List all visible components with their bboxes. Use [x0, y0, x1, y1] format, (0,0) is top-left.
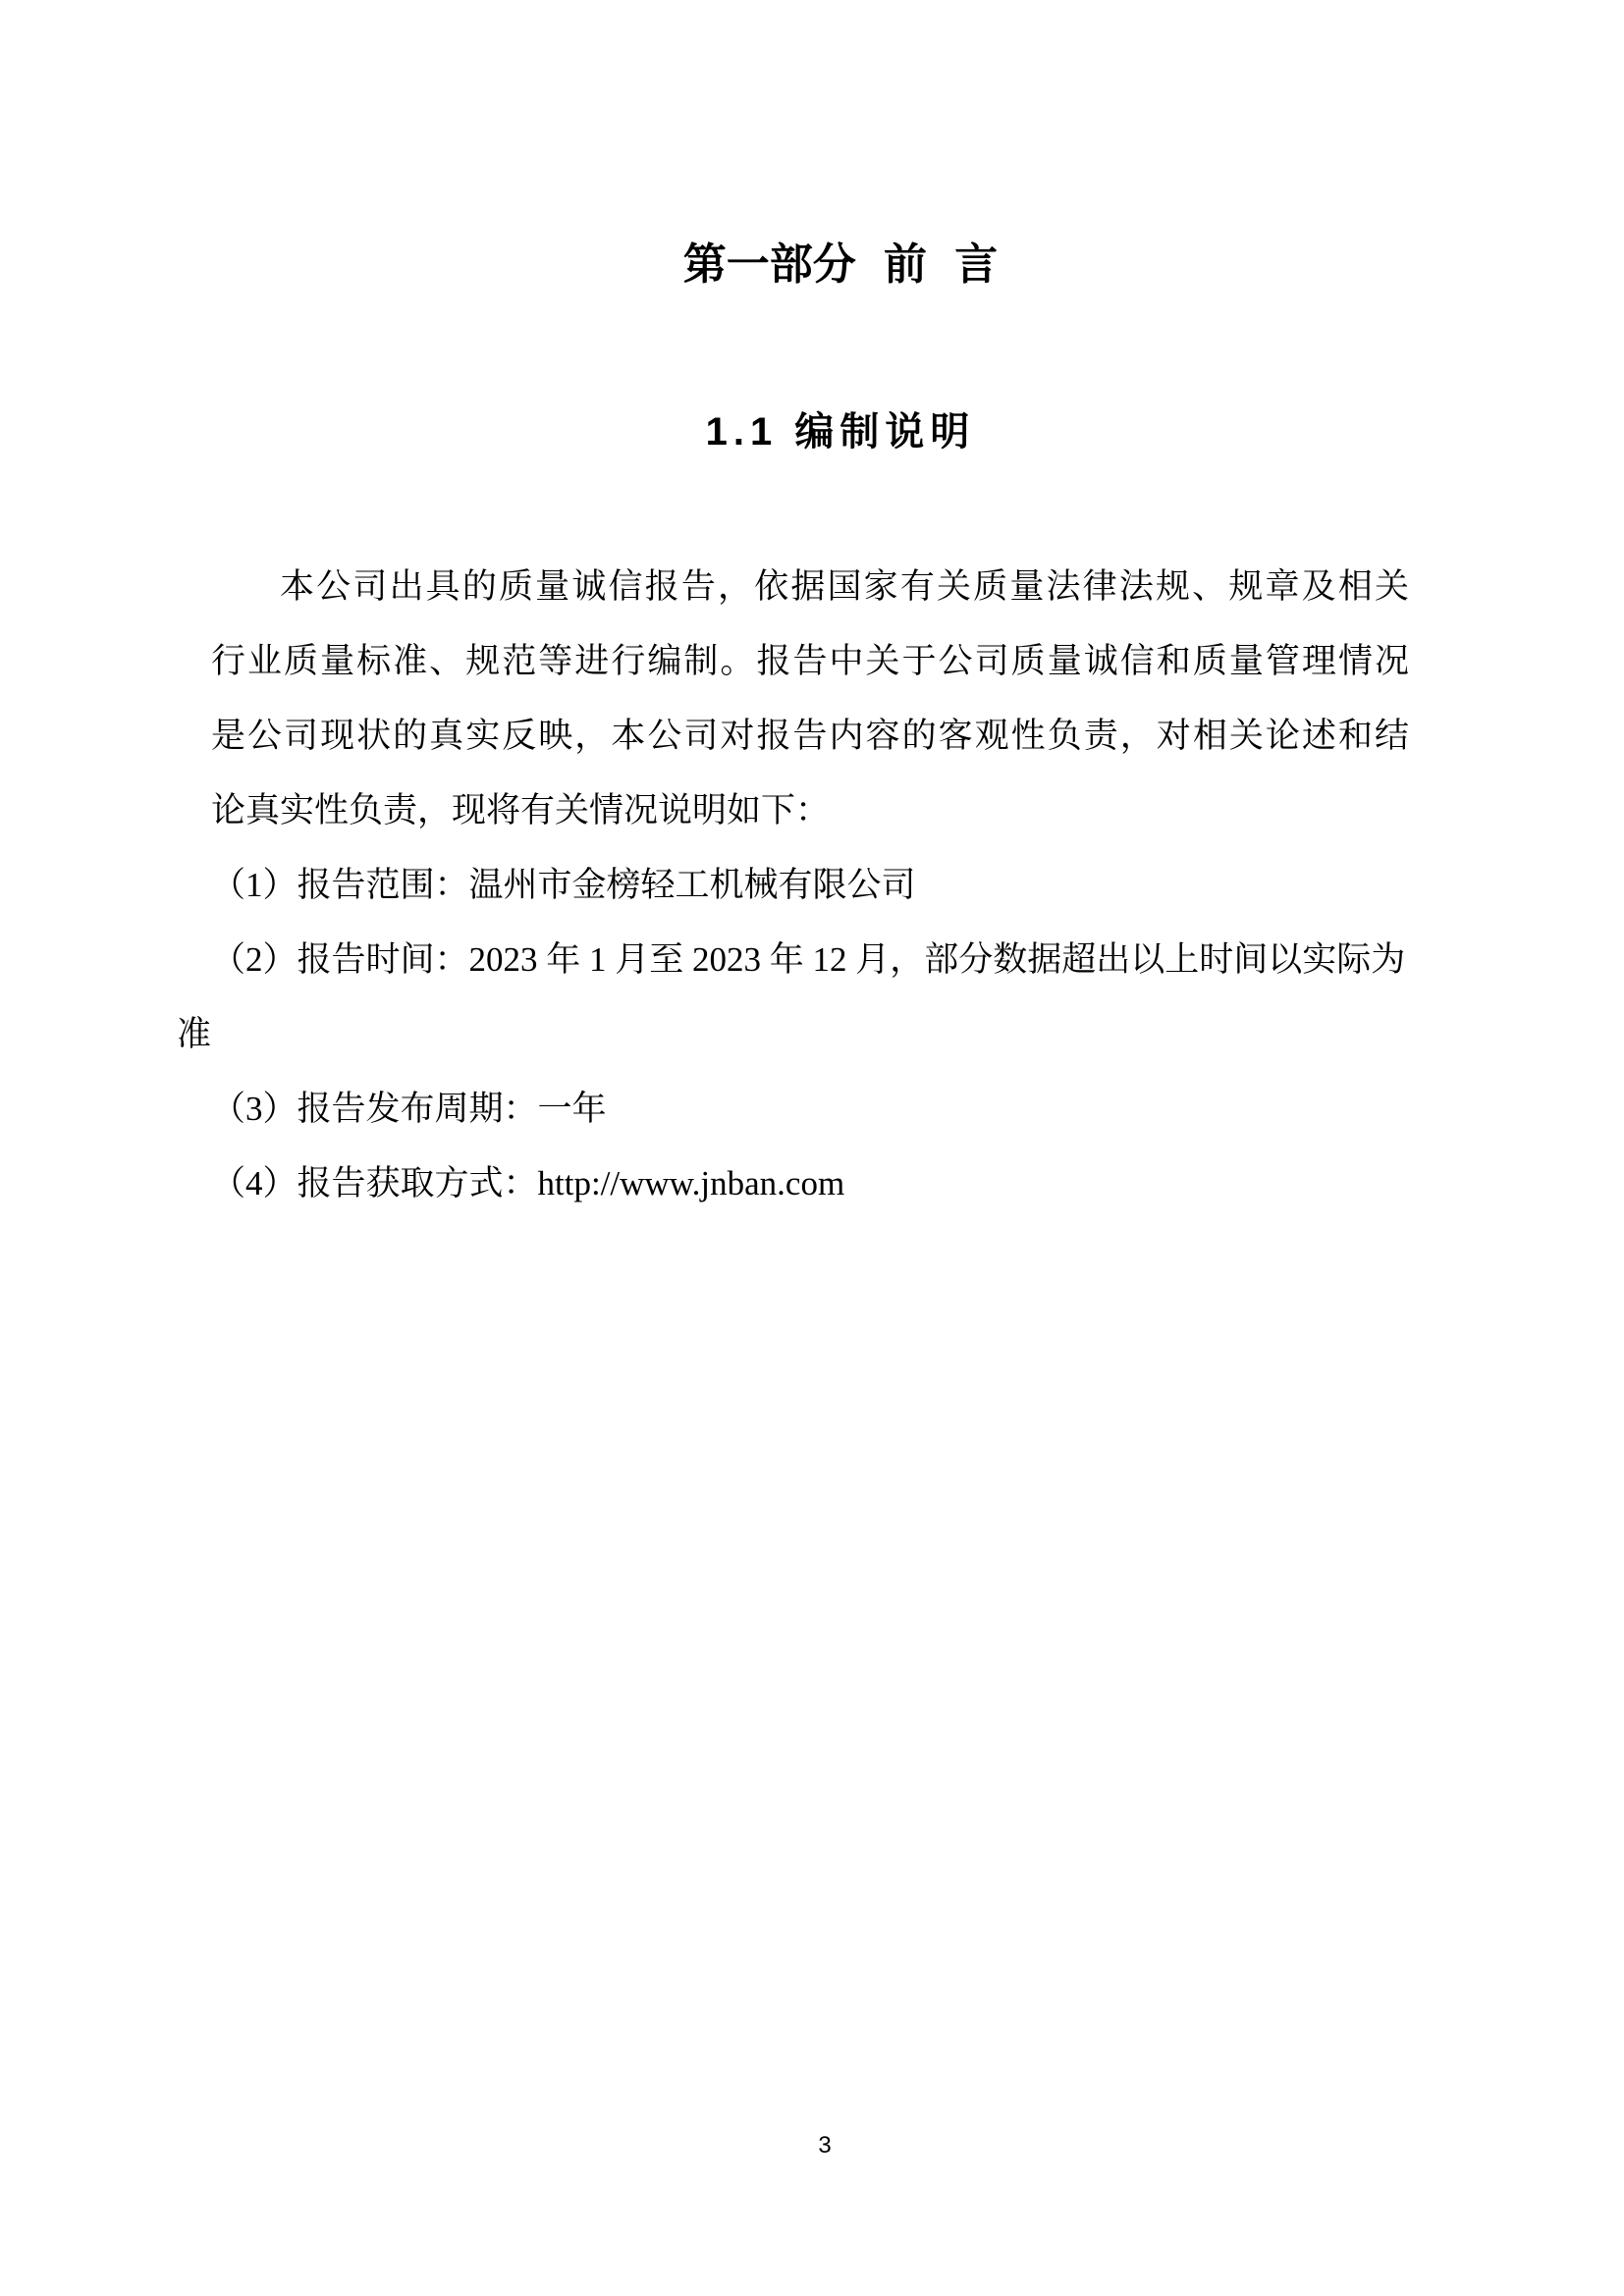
body-text — [177, 550, 1483, 1221]
body-line: 行业质量标准、规范等进行编制。报告中关于公司质量诚信和质量管理情况 — [211, 642, 1409, 680]
body-line: （2）报告时间：2023 年 1 月至 2023 年 12 月，部分数据超出以上时间以实际为 — [211, 940, 1406, 979]
body-line: （4）报告获取方式：http://www.jnban.com — [211, 1164, 845, 1202]
section-heading: 1.1 编制说明 — [705, 410, 976, 454]
body-line: 本公司出具的质量诚信报告，依据国家有关质量法律法规、规章及相关 — [280, 567, 1409, 606]
page-number: 3 — [818, 2132, 832, 2159]
part-title: 第一部分 前 言 — [682, 240, 999, 289]
body-line: 准 — [177, 1015, 212, 1053]
body-line: 是公司现状的真实反映，本公司对报告内容的客观性负责，对相关论述和结 — [211, 717, 1409, 755]
body-line: （1）报告范围：温州市金榜轻工机械有限公司 — [211, 866, 916, 904]
body-line: （3）报告发布周期：一年 — [211, 1090, 607, 1128]
body-line: 论真实性负责，现将有关情况说明如下： — [211, 791, 831, 829]
